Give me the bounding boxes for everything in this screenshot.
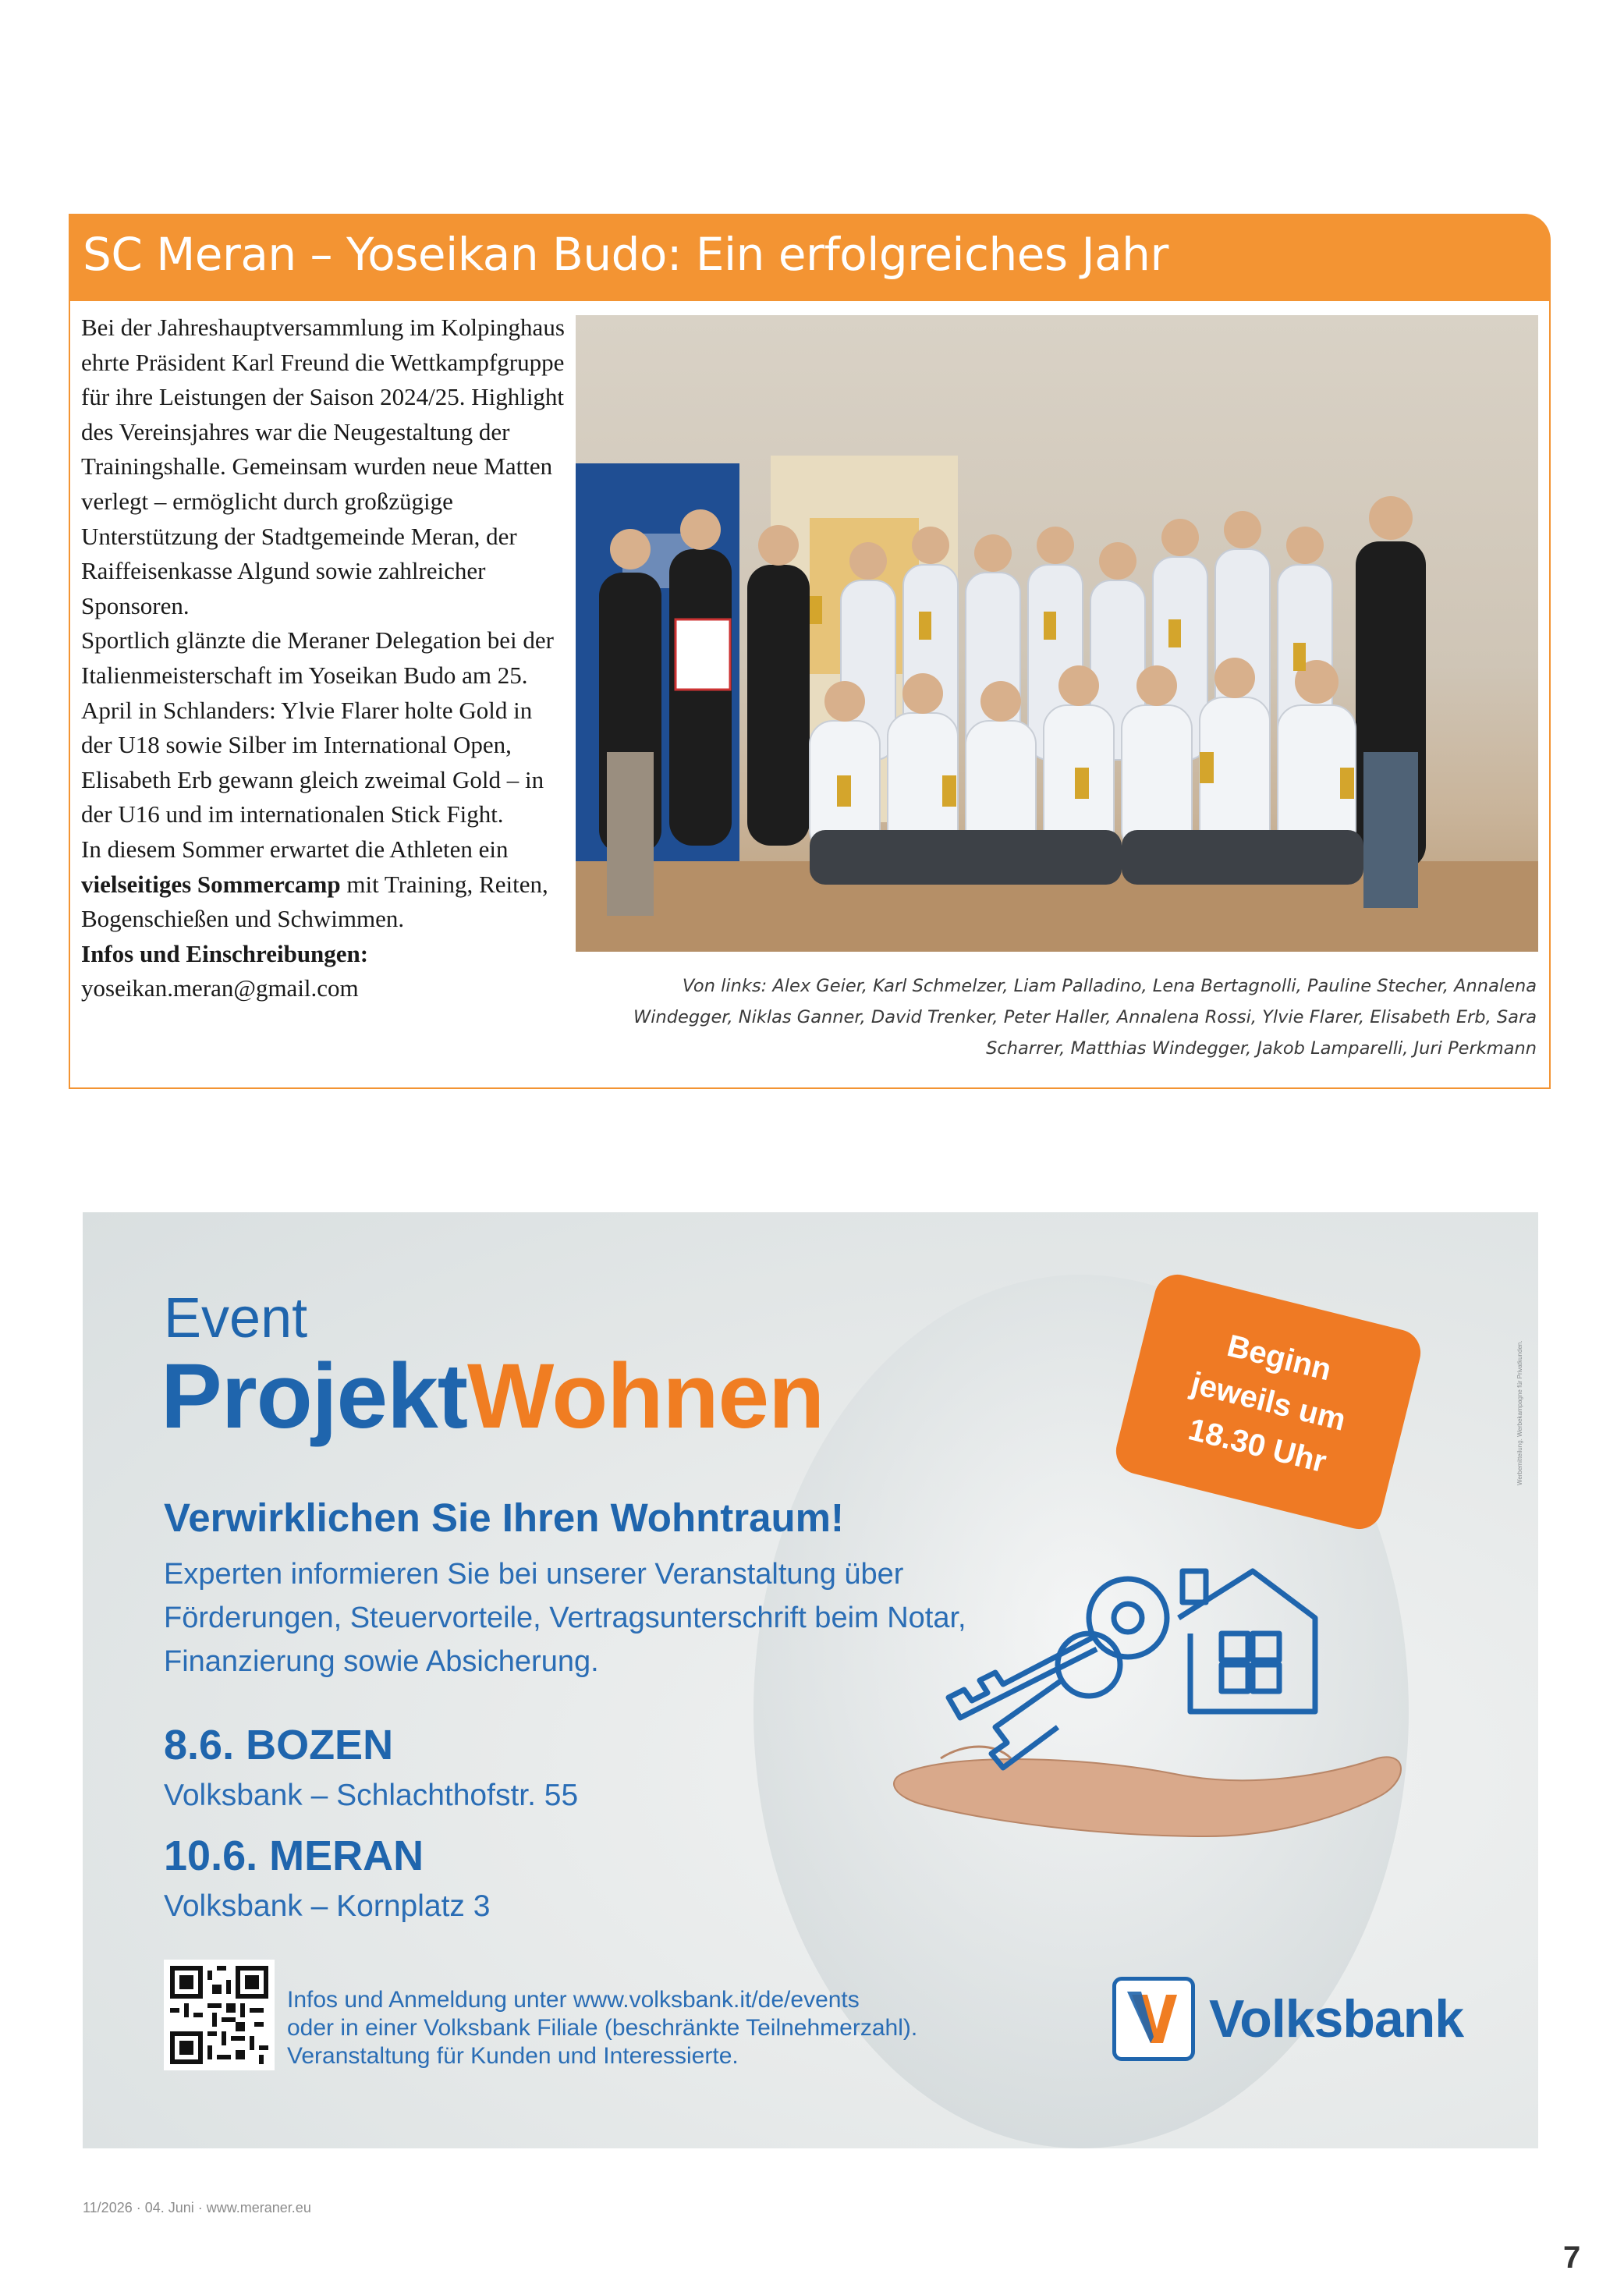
qr-code[interactable]	[164, 1960, 275, 2070]
volksbank-logo[interactable]	[1112, 1977, 1463, 2061]
article-title: SC Meran – Yoseikan Budo: Ein erfolgreiches Jahr	[83, 228, 1168, 281]
ad-disclaimer: Werbemitteilung. Werbekampagne für Privatkunden.	[1516, 1340, 1523, 1485]
qr-code-icon	[170, 1966, 268, 2064]
event-meran-address: Volksbank – Kornplatz 3	[164, 1889, 491, 1923]
ad-info-line[interactable]: Infos und Anmeldung unter www.volksbank.it/de/events	[287, 1987, 860, 2013]
page-number: 7	[1563, 2240, 1581, 2275]
article-paragraph: Sportlich glänzte die Meraner Delegation bei der Italienmeisterschaft im Yoseikan Budo am 25. April in Schlanders: Ylvie Flarer holte Gold in der U18 sowie Silber im International Open, Elisabeth Erb gewann gleich zweimal Gold – in der U16 und im internationalen Stick Fight.	[81, 626, 554, 828]
volksbank-v-icon	[1112, 1977, 1195, 2061]
ad-description: Experten informieren Sie bei unserer Veranstaltung über Förderungen, Steuervorteile, Vertragsunterschrift beim Notar, Finanzierung sowie Absicherung.	[164, 1558, 966, 1678]
info-email[interactable]: yoseikan.meran@gmail.com	[81, 974, 359, 1002]
event-bozen-date: 8.6. BOZEN	[164, 1722, 394, 1768]
article-text: mit Training, Reiten, Bogenschießen und Schwimmen.	[81, 870, 548, 933]
issue-info: 11/2026 · 04. Juni · www.meraner.eu	[83, 2200, 311, 2215]
ad-info-line: Veranstaltung für Kunden und Interessierte.	[287, 2043, 739, 2069]
ad-event-label: Event	[164, 1287, 308, 1350]
article-body	[81, 310, 565, 1006]
event-meran-date: 10.6. MERAN	[164, 1832, 424, 1879]
brand-part-wohnen: Wohnen	[467, 1345, 824, 1448]
start-time-text: Beginn jeweils um 18.30 Uhr	[1185, 1328, 1349, 1480]
info-label: Infos und Einschreibungen:	[81, 939, 369, 967]
ad-info-line: oder in einer Volksbank Filiale (beschränkte Teilnehmerzahl).	[287, 2015, 918, 2041]
article-highlight: vielseitiges Sommercamp	[81, 870, 341, 898]
article-paragraph	[81, 832, 565, 937]
brand-part-projekt: Projekt	[161, 1345, 468, 1448]
team-photo	[576, 315, 1538, 952]
volksbank-wordmark: Volksbank	[1209, 1989, 1464, 2049]
ad-info-text	[287, 1986, 989, 2070]
ad-headline: Verwirklichen Sie Ihren Wohntraum!	[164, 1495, 844, 1540]
ad-brand-title	[161, 1343, 824, 1449]
photo-caption: Von links: Alex Geier, Karl Schmelzer, Liam Palladino, Lena Bertagnolli, Pauline Stecher, Annalena Windegger, Niklas Ganner, David Trenker, Peter Haller, Annalena Rossi, Ylvie Flarer, Elisabeth Erb, Sara Scharrer, Matthias Windegger, Jakob Lamparelli, Juri Perkmann	[633, 976, 1537, 1059]
volksbank-advertisement[interactable]	[83, 1212, 1538, 2148]
article-paragraph: Bei der Jahreshauptversammlung im Kolpinghaus ehrte Präsident Karl Freund die Wettkampfgruppe für ihre Leistungen der Saison 2024/25. Highlight des Vereinsjahres war die Neugestaltung der Trainingshalle. Gemeinsam wurden neue Matten verlegt – ermöglicht durch großzügige Unterstützung der Stadtgemeinde Meran, der Raiffeisenkasse Algund sowie zahlreicher Sponsoren.	[81, 314, 565, 619]
article-text: In diesem Sommer erwartet die Athleten ein	[81, 835, 509, 863]
team-photo-illustration	[576, 315, 1538, 952]
event-bozen-address: Volksbank – Schlachthofstr. 55	[164, 1779, 579, 1812]
